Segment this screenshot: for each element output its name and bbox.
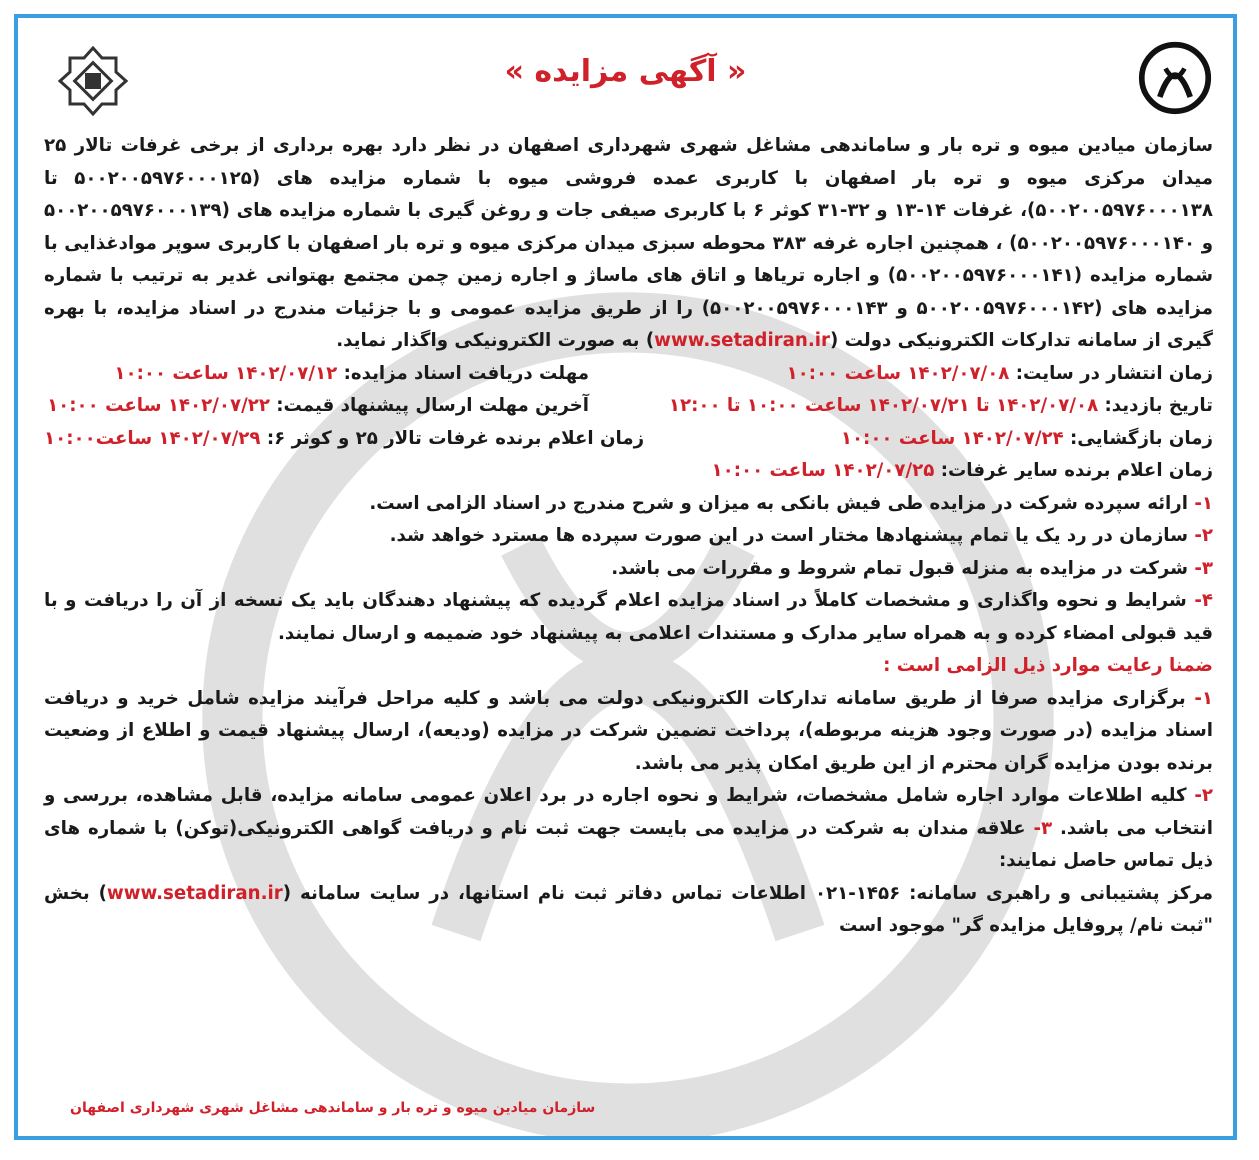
dates-row-4 [44,455,1213,488]
required-text: برگزاری مزایده صرفا از طریق سامانه تدارکات الکترونیکی دولت می باشد و کلیه مراحل فرآیند مزایده شامل خرید و دریافت اسناد مزایده (در صورت وجود هزینه مربوطه)، پرداخت تضمین شرکت در مزایده (ودیعه)، ارسال پیشنهاد قیمت و اطلاع از وضعیت برنده بودن مزایده گران محترم از این طریق امکان پذیر می باشد. [44,687,1213,774]
winner-other-label: زمان اعلام برنده سایر غرفات: [934,460,1213,481]
required-text: کلیه اطلاعات موارد اجاره شامل مشخصات، شرایط و نحوه اجاره در برد اعلان عمومی سامانه مزایده، قابل مشاهده، بررسی و انتخاب می باشد. [44,785,1213,839]
support-text: مرکز پشتیبانی و راهبری سامانه: ۱۴۵۶-۰۲۱ اطلاعات تماس دفاتر ثبت نام استانها، در سایت سامانه ( [282,882,1213,904]
condition-number: ۳- [1188,557,1213,579]
footer-organization: سازمان میادین میوه و تره بار و ساماندهی مشاغل شهری شهرداری اصفهان [70,1100,596,1116]
condition-item [44,553,1213,586]
required-number: ۳- [1025,817,1053,839]
announcement-body [44,130,1213,943]
ad-frame [14,14,1237,1140]
condition-text: شرکت در مزایده به منزله قبول تمام شروط و مقررات می باشد. [611,557,1188,579]
dates-row-1 [44,358,1213,391]
publish-value: ۱۴۰۲/۰۷/۰۸ ساعت ۱۰:۰۰ [786,362,1010,384]
winner-other-value: ۱۴۰۲/۰۷/۲۵ ساعت ۱۰:۰۰ [711,460,935,481]
condition-item [44,585,1213,650]
visit-label: تاریخ بازدید: [1098,395,1213,416]
docs-value: ۱۴۰۲/۰۷/۱۲ ساعت ۱۰:۰۰ [114,362,338,384]
required-text: علاقه مندان به شرکت در مزایده می بایست جهت ثبت نام و دریافت گواهی الکترونیکی(توکن) با شماره های ذیل تماس حاصل نمایند: [44,817,1213,871]
publish-label: زمان انتشار در سایت: [1009,362,1213,384]
condition-number: ۴- [1186,590,1213,611]
required-item [44,780,1213,878]
condition-number: ۲- [1188,525,1213,546]
condition-text: سازمان در رد یک یا تمام پیشنهادها مختار است در این صورت سپرده ها مسترد خواهد شد. [389,525,1188,546]
open-label: زمان بازگشایی: [1063,427,1213,449]
condition-text: ارائه سپرده شرکت در مزایده طی فیش بانکی به میزان و شرح مندرج در اسناد الزامی است. [369,492,1188,514]
open-value: ۱۴۰۲/۰۷/۲۴ ساعت ۱۰:۰۰ [840,427,1064,449]
support-paragraph [44,878,1213,943]
support-text-end: ) بخش "ثبت نام/ پروفایل مزایده گر" موجود است [44,882,1213,936]
setadiran-link[interactable]: www.setadiran.ir [654,330,830,351]
dates-row-3 [44,423,1213,456]
condition-text: شرایط و نحوه واگذاری و مشخصات کاملاً در اسناد مزایده اعلام گردیده که پیشنهاد دهندگان باید یک نسخه از آن را دریافت و با قید قبولی امضاء کرده و به همراه سایر مدارک و مستندات اعلامی به پیشنهاد خود ضمیمه و ارسال نمایند. [44,590,1213,644]
required-number: ۲- [1186,785,1213,806]
visit-value: ۱۴۰۲/۰۷/۰۸ تا ۱۴۰۲/۰۷/۲۱ ساعت ۱۰:۰۰ تا ۱۲:۰۰ [668,395,1099,416]
winner25-value: ۱۴۰۲/۰۷/۲۹ ساعت۱۰:۰۰ [44,427,261,449]
intro-text: سازمان میادین میوه و تره بار و ساماندهی مشاغل شهری شهرداری اصفهان در نظر دارد بهره برداری از برخی غرفات تالار ۲۵ میدان مرکزی میوه و تره بار اصفهان با کاربری عمده فروشی میوه با شماره مزایده های (۵۰۰۲۰۰۵۹۷۶۰۰۰۱۲۵ تا ۵۰۰۲۰۰۵۹۷۶۰۰۰۱۳۸)، غرفات ۱۴-۱۳ و ۳۲-۳۱ کوثر ۶ با کاربری صیفی جات و روغن گیری با شماره مزایده های (۵۰۰۲۰۰۵۹۷۶۰۰۰۱۳۹ و ۵۰۰۲۰۰۵۹۷۶۰۰۰۱۴۰) ، همچنین اجاره غرفه ۳۸۳ محوطه سبزی میدان مرکزی میوه و تره بار اصفهان با کاربری سوپر موادغذایی با شماره مزایده (۵۰۰۲۰۰۵۹۷۶۰۰۰۱۴۱) و اجاره تریاها و اتاق های ماساژ و اجاره زمین چمن مجتمع بهتوانی غدیر به ترتیب با شماره مزایده های (۵۰۰۲۰۰۵۹۷۶۰۰۰۱۴۲ و ۵۰۰۲۰۰۵۹۷۶۰۰۰۱۴۳) را از طریق مزایده عمومی و با جزئیات مندرج در اسناد مزایده، با بهره گیری از سامانه تدارکات الکترونیکی دولت ( [44,135,1213,351]
intro-paragraph [44,130,1213,358]
required-heading: ضمنا رعایت موارد ذیل الزامی است : [883,655,1213,676]
setadiran-link[interactable]: www.setadiran.ir [106,882,283,904]
winner25-label: زمان اعلام برنده غرفات تالار ۲۵ و کوثر ۶: [260,427,645,449]
condition-item [44,488,1213,521]
dates-row-2 [44,390,1213,423]
required-number: ۱- [1185,687,1213,709]
condition-item [44,520,1213,553]
page-title: « آگهی مزایده » [504,54,747,89]
intro-text-end: ) به صورت الکترونیکی واگذار نماید. [336,330,655,351]
bid-label: آخرین مهلت ارسال پیشنهاد قیمت: [269,395,589,416]
bid-value: ۱۴۰۲/۰۷/۲۲ ساعت ۱۰:۰۰ [47,395,270,416]
required-item [44,683,1213,781]
condition-number: ۱- [1188,492,1213,514]
docs-label: مهلت دریافت اسناد مزایده: [337,362,589,384]
